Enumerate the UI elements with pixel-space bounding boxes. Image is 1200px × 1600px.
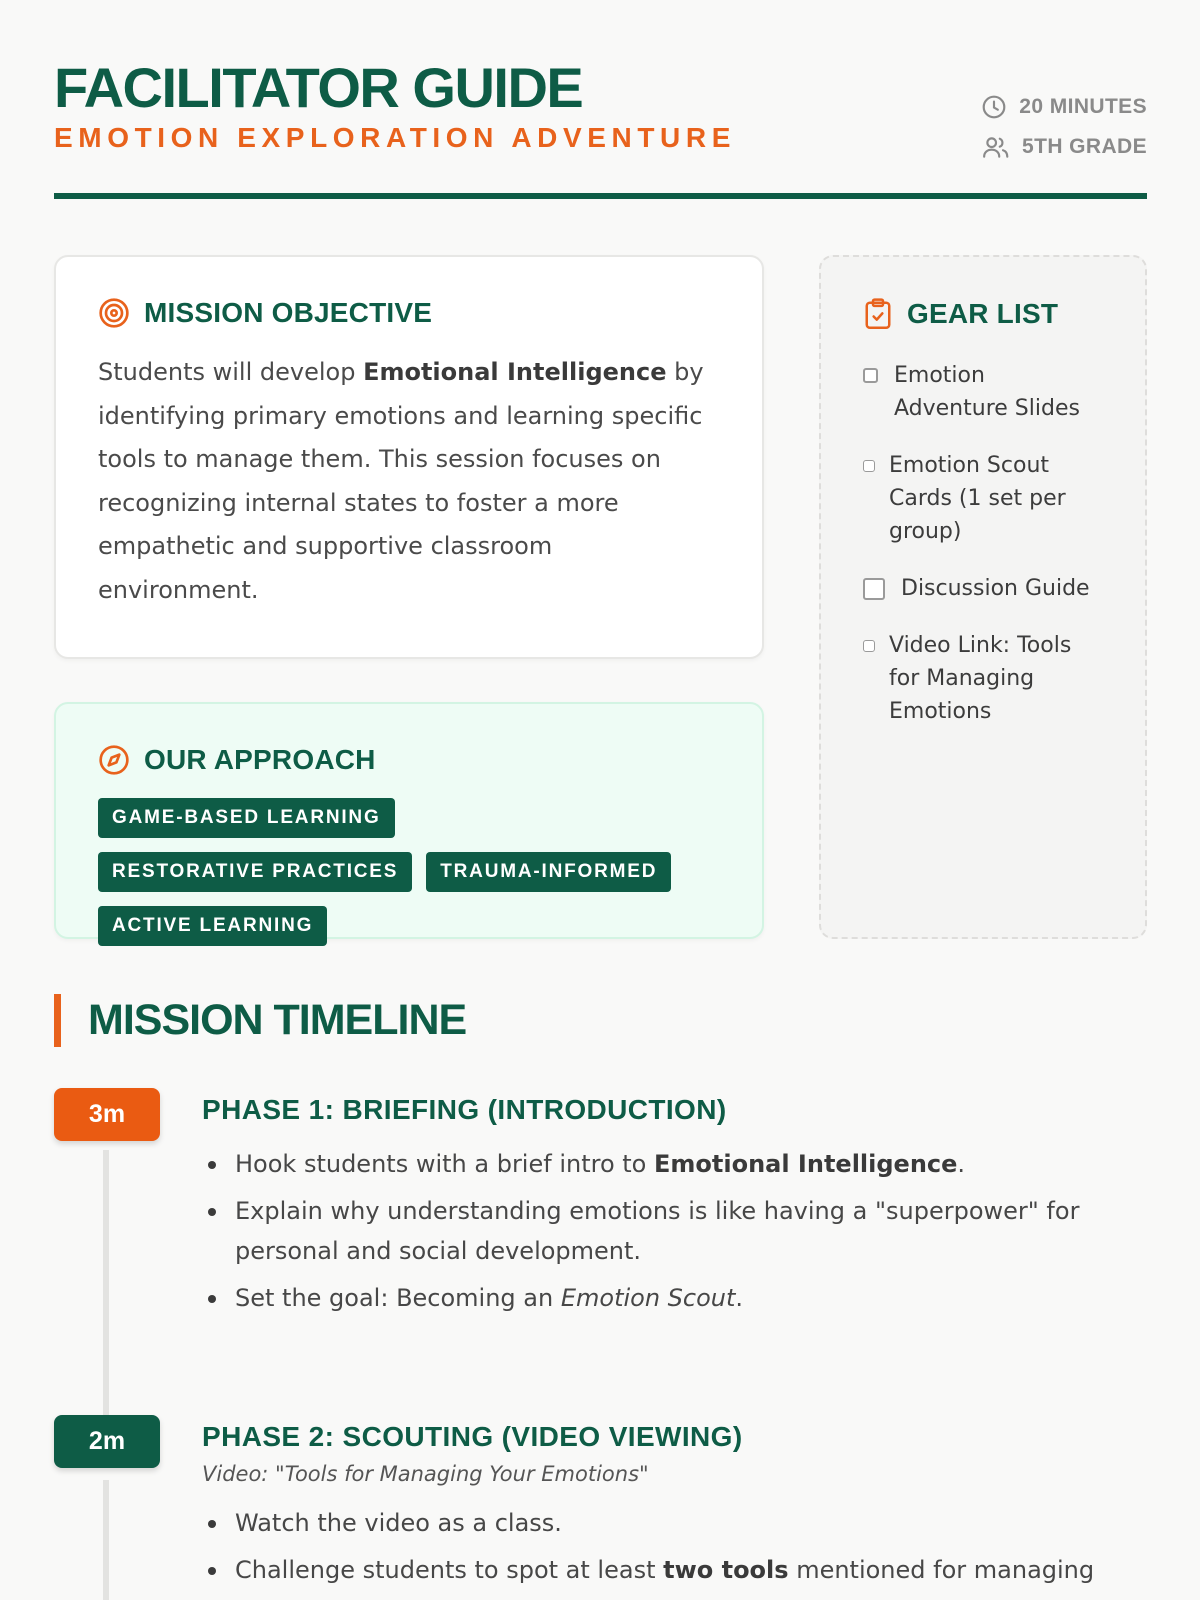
gear-item (863, 572, 1103, 605)
gear-item (863, 359, 1103, 425)
phase-steps (202, 1503, 1147, 1590)
phase-duration-badge: 3m (54, 1088, 160, 1141)
gear-item-label: Emotion Adventure Slides (894, 363, 1080, 421)
approach-tags (98, 798, 720, 946)
session-meta (981, 94, 1147, 174)
phase-duration-badge: 2m (54, 1415, 160, 1468)
gear-item (863, 449, 1103, 548)
objective-text-part: by identifying primary emotions and learning specific tools to manage them. This session focuses on recognizing internal states to foster a more empathetic and supportive classroom environment. (98, 358, 704, 604)
step-text: Challenge students to spot at least (235, 1556, 664, 1584)
step-text-bold: two tools (663, 1556, 789, 1584)
users-icon (982, 134, 1010, 160)
phase-title: PHASE 1: BRIEFING (INTRODUCTION) (202, 1094, 727, 1125)
phase-step (202, 1144, 1147, 1184)
gear-header (863, 297, 1103, 331)
timeline-heading: MISSION TIMELINE (88, 996, 467, 1044)
gear-list-card (819, 255, 1147, 939)
gear-item-label: Discussion Guide (901, 576, 1090, 601)
phase-subtitle: Video: "Tools for Managing Your Emotions" (202, 1462, 649, 1486)
gear-item-label: Video Link: Tools for Managing Emotions (889, 633, 1072, 724)
objective-heading: MISSION OBJECTIVE (144, 297, 433, 328)
objective-text-bold: Emotional Intelligence (363, 358, 667, 386)
objective-header (98, 297, 720, 329)
phase-step: Watch the video as a class. (202, 1503, 1147, 1543)
timeline-phase-2 (202, 1419, 1147, 1597)
grade-meta (981, 134, 1147, 160)
step-text: mentioned for managing (788, 1556, 1095, 1584)
grade-text: 5TH GRADE (1022, 135, 1147, 158)
phase-step (202, 1278, 1147, 1318)
header-divider (54, 193, 1147, 199)
approach-tag: GAME-BASED LEARNING (98, 798, 395, 838)
facilitator-guide-page (54, 0, 1147, 1600)
timeline-header (54, 994, 466, 1047)
approach-header (98, 744, 720, 776)
phase-steps (202, 1144, 1147, 1318)
phase-step (202, 1550, 1147, 1590)
target-icon (98, 297, 130, 329)
gear-checkbox[interactable] (863, 640, 875, 652)
timeline-connector (103, 1150, 109, 1415)
duration-text: 20 MINUTES (1019, 95, 1147, 118)
approach-tag: TRAUMA-INFORMED (426, 852, 671, 892)
gear-item-label: Emotion Scout Cards (1 set per group) (889, 453, 1066, 544)
approach-tag: RESTORATIVE PRACTICES (98, 852, 412, 892)
gear-checkbox[interactable] (863, 368, 878, 383)
step-text: Hook students with a brief intro to (235, 1150, 654, 1178)
clipboard-check-icon (863, 297, 893, 331)
step-text: . (735, 1284, 744, 1312)
gear-items (863, 359, 1103, 728)
timeline-connector (103, 1480, 109, 1600)
timeline-accent-bar (54, 994, 61, 1047)
page-header (54, 56, 1147, 201)
step-text: . (957, 1150, 966, 1178)
mission-objective-card (54, 255, 764, 659)
timeline-phase-1 (202, 1092, 1147, 1325)
objective-text-part: Students will develop (98, 358, 364, 386)
clock-icon (981, 94, 1007, 120)
phase-title: PHASE 2: SCOUTING (VIDEO VIEWING) (202, 1421, 743, 1452)
approach-heading: OUR APPROACH (144, 744, 376, 775)
gear-checkbox[interactable] (863, 578, 885, 600)
compass-icon (98, 744, 130, 776)
phase-step: Explain why understanding emotions is like having a "superpower" for personal and social development. (202, 1191, 1147, 1271)
step-text-bold: Emotional Intelligence (653, 1150, 958, 1178)
approach-tag: ACTIVE LEARNING (98, 906, 327, 946)
duration-meta (981, 94, 1147, 120)
step-text: Set the goal: Becoming an (235, 1284, 561, 1312)
page-title: FACILITATOR GUIDE (54, 56, 583, 119)
gear-heading: GEAR LIST (907, 298, 1059, 329)
approach-card (54, 702, 764, 939)
objective-text (98, 351, 720, 612)
step-text-emphasis: Emotion Scout (560, 1284, 736, 1312)
gear-checkbox[interactable] (863, 460, 875, 472)
gear-item (863, 629, 1103, 728)
page-subtitle: EMOTION EXPLORATION ADVENTURE (54, 122, 736, 153)
